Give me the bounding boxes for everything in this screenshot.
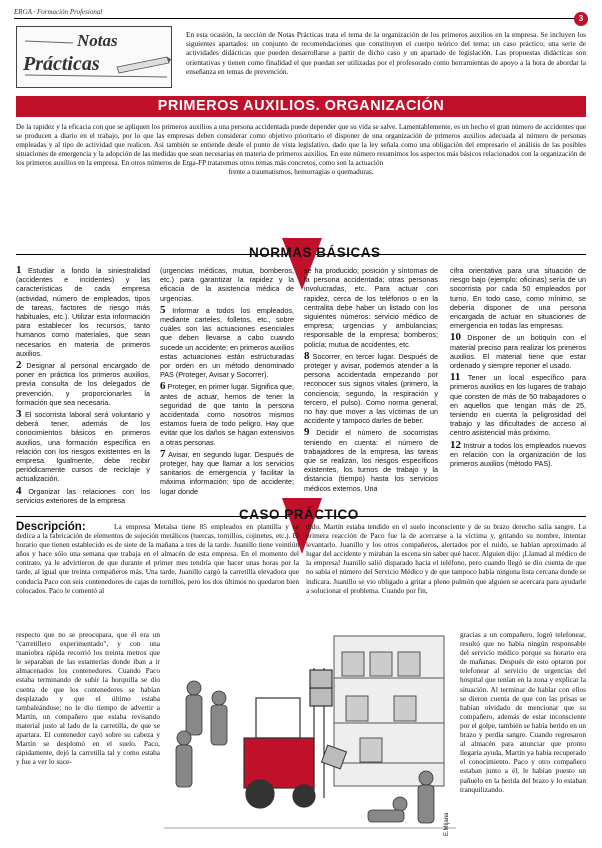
normas-column-1 <box>16 266 150 508</box>
norma-item-7: 7 Avisar, en segundo lugar. Después de proteger, hay que llamar a los servicios sanitarios de emergencia y facilitar la máxima información: tipo de accidente; lugar donde <box>160 447 294 496</box>
normas-column-4 <box>450 266 586 471</box>
descripcion-label: Descripción: <box>16 521 86 533</box>
running-header: ERGA · Formación Profesional <box>14 8 103 16</box>
illustration-signature: E.Mijana <box>444 812 450 836</box>
caso-left-narrow-text: respecto que no se preocupara, que él era un "carretillero experimentado", y con una maniobra rápida recorrió los treinta metros que le separaban de las estanterías donde iban a ir almacenados los contenedores. Cuando Paco estaba terminando de subir la horquilla se dio cuenta de que los contenedores se habían desplazado y que el último estaba tambaleándose; no le dio tiempo de advertir a Martín, un compañero que estaba revisando material justo al lado de la carretilla, de que se apartara. El contenedor cayó sobre su cabeza y Martín se desplomó en el suelo. Paco, rápidamente, dejó la carretilla tal y como estaba y fue a ver lo suce- <box>16 630 160 767</box>
header-rule <box>14 18 588 19</box>
logo-word-practicas: Prácticas <box>23 53 100 75</box>
normas-column-2 <box>160 266 294 499</box>
section-logo <box>16 26 172 88</box>
intro-paragraph: En esta ocasión, la sección de Notas Prácticas trata el tema de la organización de los primeros auxilios en la empresa. Se incluyen los siguientes apartados: un conjunto de recomendaciones que constituyen el cuerpo teórico del tema; un caso práctico; una serie de actividades didácticas que pueden desarrollarse a partir de dicho caso y un apartado de legislación. Las propuestas didácticas son orientativas y tienen como finalidad el que puedan ser utilizadas por el profesorado como herramientas de apoyo a la hora de abordar la enseñanza en temas de prevención. <box>186 30 586 76</box>
norma-item-4-cont: (urgencias médicas, mutua, bomberos, etc.) para garantizar la rapidez y la eficacia de la asistencia médica de urgencias. <box>160 266 294 303</box>
norma-item-2: 2 Designar al personal encargado de poner en práctica los primeros auxilios, previa consulta de los delegados de prevención, y proporcionarles la formación que sea necesaria. <box>16 359 150 407</box>
lead-last-line: frente a traumatismos, hemorragias o quemaduras. <box>228 168 374 177</box>
norma-item-10: 10 Disponer de un botiquín con el material preciso para realizar los primeros auxilios. El material tiene que estar ordenado y siempre reponer el usado. <box>450 331 586 371</box>
lead-paragraph <box>16 123 586 178</box>
caso-title: CASO PRÁCTICO <box>239 507 359 522</box>
normas-title: NORMAS BÁSICAS <box>249 245 381 260</box>
warehouse-accident-illustration <box>164 628 456 842</box>
page-title-banner: PRIMEROS AUXILIOS. ORGANIZACIÓN <box>16 96 586 117</box>
norma-item-8: 8 Socorrer, en tercer lugar. Después de proteger y avisar, podemos atender a la persona accidentada empezando por reconocer sus signos vitales (primero, la conciencia; segundo, la respiración y tercero, el pulso). Como norma general, no hay que mover a las víctimas de un accidente y tampoco darles de beber. <box>304 349 438 426</box>
norma-item-9-cont: cifra orientativa para una situación de riesgo bajo (ejemplo: oficinas) sería de un socorrista por cada 50 empleados por turno. En todo caso, como mínimo, se debería disponer de una persona encargada de actuar en situaciones de emergencia en todas las empresas. <box>450 266 586 331</box>
page-number: 3 <box>574 12 588 26</box>
norma-item-4: 4 Organizar las relaciones con los servicios exteriores de la empresa <box>16 484 150 505</box>
norma-item-1: 1 Estudiar a fondo la siniestralidad (accidentes e incidentes) y las características de cada empresa (actividad, número de empleados, tipos de tareas, factores de riesgo más habituales, etc.). Utilizar esta información para establecer los recursos, tanto humanos como materiales, que sean necesarios en materia de primeros auxilios. <box>16 264 151 358</box>
logo-word-notas: Notas <box>77 31 118 50</box>
lead-text: De la rapidez y la eficacia con que se apliquen los primeros auxilios a una persona accidentada puede depender que su vida se salve. Lamentablemente, es un hecho el gran número de accidentes que se producen a diario en el trabajo, por lo que las empresas deben considerar como objetivo prioritario el disponer de una organización de primeros auxilios adecuada al número de personas empleadas y al tipo de actividad que realicen. Así también se entiende desde el punto de vista legislativo, dado que la ley señala como una obligación del empresario el análisis de las posibles situaciones de emergencia y la adopción de las medidas que sean necesarias en materia de primeros auxilios. En este número resumimos los aspectos más básicos relacionados con la organización de los primeros auxilios en la empresa. En otros números de Erga-FP trataremos otros temas más concretos, como son la actuación <box>16 123 586 168</box>
norma-item-5: 5 Informar a todos los empleados, mediante carteles, folletos, etc., sobre cuáles son las actuaciones esenciales que deben llevarse a cabo cuando sucede un accidente; en primeros auxilios estas actuaciones están estructuradas por orden en un método denominado PAS (Proteger, Avisar y Socorrer). <box>160 303 294 380</box>
normas-column-3 <box>304 266 438 496</box>
norma-item-7-cont: se ha producido; posición y síntomas de la persona accidentada; otras personas involucradas, etc. Para actuar con rapidez, cerca de los teléfonos o en la centralita debe haber un listado con los siguientes números: servicio médico de empresa; urgencias y ambulancias; responsable de la empresa; bomberos; policía; mutua de accidentes, etc. <box>304 266 438 349</box>
caso-right-narrow-text: gracias a un compañero, logró telefonear, resultó que no había ningún responsable del servicio médico porque su horario era de mañanas. Después de esto optaron por telefonear al servicio de urgencias del hospital que tenían en la zona y explicar la situación. Al terminar de hablar con ellos se dieron cuenta de que con las prisas se habían olvidado de mencionar que su compañero, además de estar inconsciente por el golpe, también se había herido en un brazo y perdía sangre. Cuando regresaron al almacén para anunciar que pronto llegaría ayuda, Martín ya había recuperado el conocimiento. Paco y otro compañero estaban junto a él, le habían puesto un pañuelo en la herida del brazo y lo estaban tranquilizando. <box>460 630 586 794</box>
norma-item-6: 6 Proteger, en primer lugar. Significa que, antes de actuar, hemos de tener la seguridad de que tanto la persona accidentada como nosotros mismos estamos fuera de todo peligro. Hay que evitar que los daños se hagan extensivos a otras personas. <box>160 380 294 447</box>
caso-right-top-text: dido. Martín estaba tendido en el suelo inconsciente y de su brazo derecho salía sangre. La primera reacción de Paco fue la de acercarse a la víctima y, gritando su nombre, intentar levantarlo. Juanillo y los otros compañeros, alertados por el ruido, se habían aproximado al lugar del accidente y miraban la escena sin saber qué hacer. Alguien dijo: ¡Llamad al médico de la empresa! Juanillo salió disparado hacia el teléfono, pero cuando llegó se dio cuenta de que no sabía el número del Servicio Médico y de que tampoco había ninguna lista cercana donde se indicara. Juanillo se vio obligado a gritar a pleno pulmón que alguien se acercara para ayudarle a solucionar el problema. Cuando por fin, <box>306 522 586 595</box>
norma-item-12: 12 Instruir a todos los empleados nuevos en relación con la organización de los primeros auxilios (método PAS). <box>450 438 587 469</box>
norma-item-9: 9 Decidir el número de socorristas teniendo en cuenta: el número de trabajadores de la empresa, las tareas que se realizan, los riesgos específicos existentes, los turnos de trabajo y la distancia (tiempo) hasta los servicios médicos externos. Una <box>304 426 438 493</box>
norma-item-3: 3 El socorrista laboral será voluntario y deberá tener, además de los conocimientos básicos en primeros auxilios, una formación específica en relación con los riesgos existentes en la empresa. Igualmente, debe recibir periódicamente cursos de reciclaje y actualización. <box>16 408 150 484</box>
norma-item-11: 11 Tener un local específico para primeros auxilios en los lugares de trabajo que consten de más de 50 trabajadores o en aquellos que tengan más de 25, teniendo en cuenta la peligrosidad del trabajo y las dificultades de acceso al centro asistencial más próximo. <box>450 371 586 438</box>
caso-left-top-text: La empresa Metalsa tiene 85 empleados en plantilla y se dedica a la fabricación de elementos de sujeción metálicos (tuercas, tornillos, cojinetes, etc.). El horario que tienen establecido es de siete de la mañana a tres de la tarde. Juanillo tiene veintiún años y hace sólo una semana que trabaja en el almacén de esta empresa. En el momento del contrato, ya le advirtieron de que durante el primer mes tendría que hacer unas horas por la tarde, al igual que treinta compañeros más. Una tarde, Juanillo cargó la carretilla elevadora que conducía Paco con seis contenedores de cajas de tornillos, pero los dos últimos no quedaron bien colocados. Paco le comentó al <box>16 522 299 595</box>
